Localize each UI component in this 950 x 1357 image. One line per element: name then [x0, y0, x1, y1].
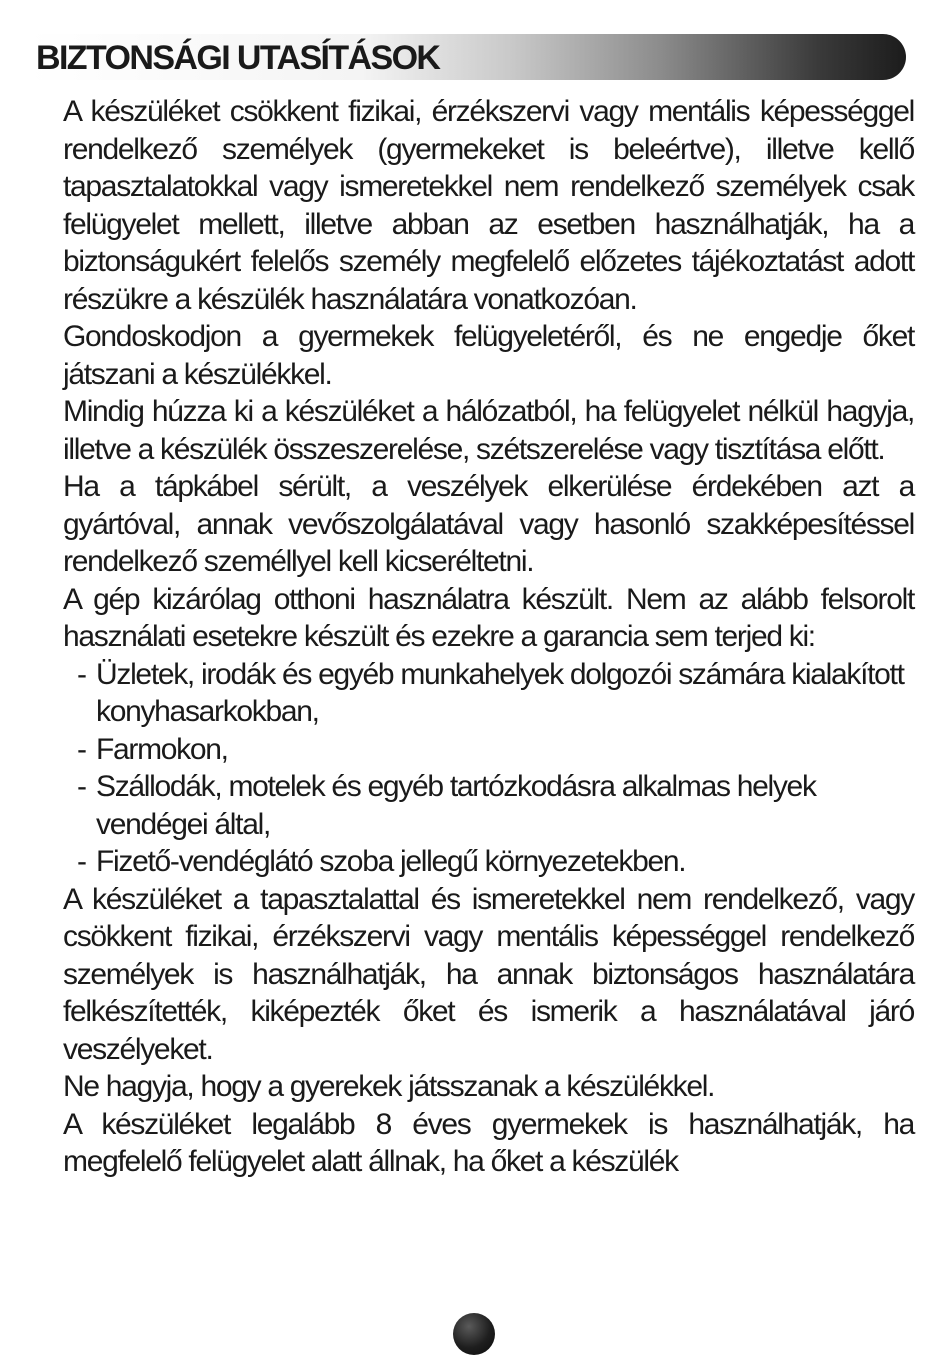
list-item — [63, 768, 914, 843]
list-dash: - — [77, 770, 86, 803]
section-title: BIZTONSÁGI UTASÍTÁSOK — [36, 39, 440, 77]
paragraph-power-cable: Ha a tápkábel sérült, a veszélyek elkerülése érdekében azt a gyártóval, annak vevőszolgálatával vagy hasonló szakképesítéssel rendelkező személlyel kell kicseréltetni. — [63, 470, 914, 578]
paragraph-unplug: Mindig húzza ki a készüléket a hálózatból, ha felügyelet nélkül hagyja, illetve a készülék összeszerelése, szétszerelése vagy tisztítása előtt. — [63, 395, 914, 466]
list-item — [63, 656, 914, 731]
list-dash: - — [77, 657, 86, 691]
list-item — [63, 731, 914, 769]
list-item-text: Üzletek, irodák és egyéb munkahelyek dolgozói számára kialakított konyhasarkokban, — [96, 657, 904, 728]
paragraph-household-use: A gép kizárólag otthoni használatra készült. Nem az alább felsorolt használati esetekre készült és ezekre a garancia sem terjed ki: — [63, 582, 914, 653]
list-dash: - — [77, 845, 86, 878]
page-marker-dot — [453, 1313, 495, 1355]
list-dash: - — [77, 732, 86, 766]
paragraph-trained-users: A készüléket a tapasztalattal és ismeretekkel nem rendelkező, vagy csökkent fizikai, érzékszervi vagy mentális képességgel rendelkező személyek is használhatják, ha annak biztonságos használatára felkészítették, kiképezték őket és ismerik a használatával járó veszélyeket. — [63, 882, 914, 1066]
list-item-text: Szállodák, motelek és egyéb tartózkodásra alkalmas helyek vendégei által, — [96, 770, 816, 841]
paragraph-age-limit: A készüléket legalább 8 éves gyermekek is használhatják, ha megfelelő felügyelet alatt állnak, ha őket a készülék — [63, 1107, 914, 1178]
list-item-text: Farmokon, — [96, 732, 228, 766]
paragraph-children-supervision: Gondoskodjon a gyermekek felügyeletéről, és ne engedje őket játszani a készülékkel. — [63, 320, 914, 391]
paragraph-no-play: Ne hagyja, hogy a gyerekek játsszanak a készülékkel. — [63, 1070, 715, 1103]
paragraph-supervision: A készüléket csökkent fizikai, érzékszervi vagy mentális képességgel rendelkező személyek (gyermekeket is beleértve), illetve kellő tapasztalatokkal vagy ismeretekkel nem rendelkező személyek csak felügyelet mellett, illetve abban az esetben használhatják, ha a biztonságukért felelős személy megfelelő előzetes tájékoztatást adott részükre a készülék használatára vonatkozóan. — [63, 95, 914, 316]
list-item — [63, 843, 914, 881]
safety-instructions-body — [63, 93, 914, 1181]
list-item-text: Fizető-vendéglátó szoba jellegű környezetekben. — [96, 845, 686, 878]
excluded-uses-list — [63, 656, 914, 881]
